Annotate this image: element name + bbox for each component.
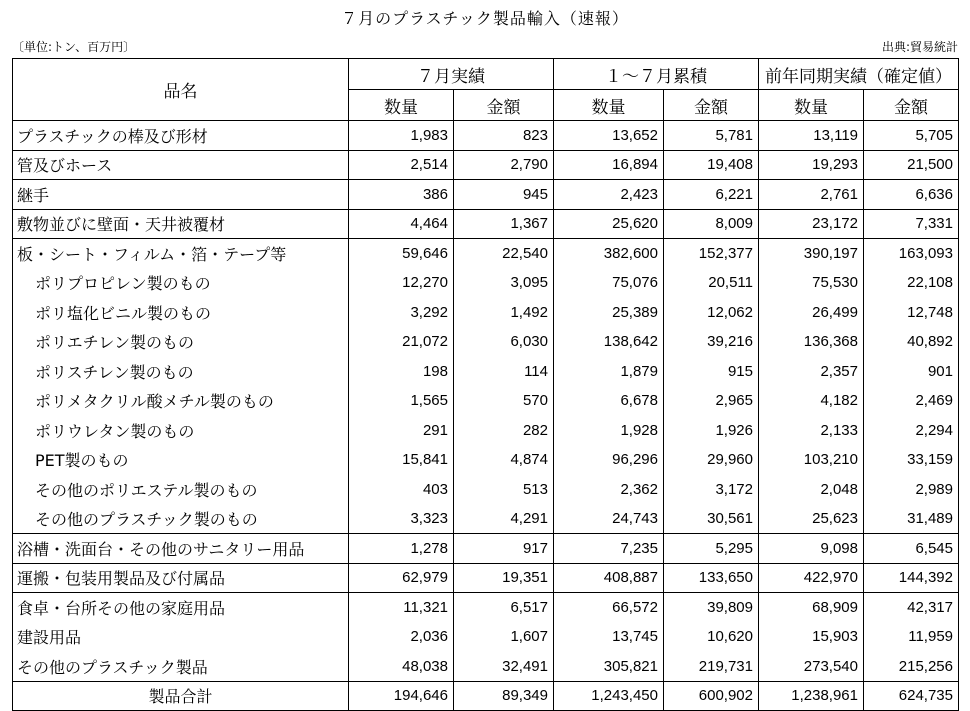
amount-cell: 12,062	[664, 298, 759, 328]
quantity-cell: 4,464	[349, 209, 454, 239]
amount-cell: 5,295	[664, 534, 759, 564]
quantity-cell: 9,098	[759, 534, 864, 564]
quantity-cell: 273,540	[759, 652, 864, 682]
table-row	[13, 504, 959, 534]
amount-cell: 1,492	[454, 298, 554, 328]
quantity-cell: 15,903	[759, 622, 864, 652]
table-body	[13, 121, 959, 711]
quantity-cell: 2,423	[554, 180, 664, 210]
amount-cell: 30,561	[664, 504, 759, 534]
quantity-cell: 291	[349, 416, 454, 446]
amount-cell: 21,500	[864, 150, 959, 180]
table-row	[13, 386, 959, 416]
quantity-cell: 16,894	[554, 150, 664, 180]
quantity-cell: 305,821	[554, 652, 664, 682]
quantity-cell: 96,296	[554, 445, 664, 475]
total-quantity-cell: 1,238,961	[759, 681, 864, 711]
amount-cell: 33,159	[864, 445, 959, 475]
quantity-cell: 13,652	[554, 121, 664, 151]
quantity-cell: 2,761	[759, 180, 864, 210]
quantity-cell: 68,909	[759, 593, 864, 623]
quantity-cell: 12,270	[349, 268, 454, 298]
quantity-cell: 2,514	[349, 150, 454, 180]
quantity-cell: 390,197	[759, 239, 864, 269]
quantity-cell: 136,368	[759, 327, 864, 357]
amount-cell: 42,317	[864, 593, 959, 623]
row-item-name: 板・シート・フィルム・箔・テープ等	[13, 239, 349, 269]
amount-cell: 513	[454, 475, 554, 505]
header-amount: 金額	[864, 90, 959, 121]
row-item-name: その他のプラスチック製品	[13, 652, 349, 682]
amount-cell: 7,331	[864, 209, 959, 239]
amount-cell: 219,731	[664, 652, 759, 682]
quantity-cell: 11,321	[349, 593, 454, 623]
quantity-cell: 382,600	[554, 239, 664, 269]
quantity-cell: 7,235	[554, 534, 664, 564]
amount-cell: 2,294	[864, 416, 959, 446]
quantity-cell: 15,841	[349, 445, 454, 475]
amount-cell: 10,620	[664, 622, 759, 652]
header-quantity: 数量	[554, 90, 664, 121]
table-row	[13, 268, 959, 298]
import-table	[12, 58, 959, 711]
amount-cell: 945	[454, 180, 554, 210]
row-item-name: ポリウレタン製のもの	[13, 416, 349, 446]
header-quantity: 数量	[349, 90, 454, 121]
row-item-name: ポリメタクリル酸メチル製のもの	[13, 386, 349, 416]
table-row	[13, 563, 959, 593]
amount-cell: 1,367	[454, 209, 554, 239]
amount-cell: 901	[864, 357, 959, 387]
quantity-cell: 19,293	[759, 150, 864, 180]
amount-cell: 114	[454, 357, 554, 387]
amount-cell: 31,489	[864, 504, 959, 534]
header-item: 品名	[13, 59, 349, 121]
quantity-cell: 3,292	[349, 298, 454, 328]
amount-cell: 6,545	[864, 534, 959, 564]
amount-cell: 19,351	[454, 563, 554, 593]
amount-cell: 3,172	[664, 475, 759, 505]
quantity-cell: 1,983	[349, 121, 454, 151]
table-row	[13, 180, 959, 210]
row-item-name: 管及びホース	[13, 150, 349, 180]
amount-cell: 917	[454, 534, 554, 564]
amount-cell: 5,705	[864, 121, 959, 151]
amount-cell: 1,926	[664, 416, 759, 446]
amount-cell: 2,989	[864, 475, 959, 505]
quantity-cell: 422,970	[759, 563, 864, 593]
row-item-name: 浴槽・洗面台・その他のサニタリー用品	[13, 534, 349, 564]
amount-cell: 4,291	[454, 504, 554, 534]
amount-cell: 133,650	[664, 563, 759, 593]
quantity-cell: 6,678	[554, 386, 664, 416]
row-item-name: ポリスチレン製のもの	[13, 357, 349, 387]
quantity-cell: 138,642	[554, 327, 664, 357]
amount-cell: 915	[664, 357, 759, 387]
table-row	[13, 652, 959, 682]
total-label: 製品合計	[13, 681, 349, 711]
quantity-cell: 25,620	[554, 209, 664, 239]
table-row	[13, 239, 959, 269]
amount-cell: 215,256	[864, 652, 959, 682]
quantity-cell: 2,362	[554, 475, 664, 505]
unit-note: 〔単位:トン、百万円〕	[12, 40, 136, 54]
total-amount-cell: 89,349	[454, 681, 554, 711]
row-item-name: 敷物並びに壁面・天井被覆材	[13, 209, 349, 239]
header-group-cumulative: １～７月累積	[554, 59, 759, 90]
quantity-cell: 13,745	[554, 622, 664, 652]
amount-cell: 2,469	[864, 386, 959, 416]
quantity-cell: 25,389	[554, 298, 664, 328]
amount-cell: 12,748	[864, 298, 959, 328]
amount-cell: 19,408	[664, 150, 759, 180]
table-row	[13, 357, 959, 387]
table-row	[13, 534, 959, 564]
quantity-cell: 26,499	[759, 298, 864, 328]
table-row	[13, 416, 959, 446]
row-item-name: ポリ塩化ビニル製のもの	[13, 298, 349, 328]
amount-cell: 1,607	[454, 622, 554, 652]
table-row	[13, 121, 959, 151]
amount-cell: 6,517	[454, 593, 554, 623]
amount-cell: 152,377	[664, 239, 759, 269]
row-item-name: PET製のもの	[13, 445, 349, 475]
row-item-name: ポリエチレン製のもの	[13, 327, 349, 357]
table-row	[13, 475, 959, 505]
header-group-prior-year: 前年同期実績（確定値）	[759, 59, 959, 90]
amount-cell: 8,009	[664, 209, 759, 239]
quantity-cell: 1,928	[554, 416, 664, 446]
header-quantity: 数量	[759, 90, 864, 121]
amount-cell: 22,108	[864, 268, 959, 298]
row-item-name: 継手	[13, 180, 349, 210]
row-item-name: プラスチックの棒及び形材	[13, 121, 349, 151]
amount-cell: 6,030	[454, 327, 554, 357]
row-item-name: その他のプラスチック製のもの	[13, 504, 349, 534]
quantity-cell: 2,133	[759, 416, 864, 446]
quantity-cell: 4,182	[759, 386, 864, 416]
amount-cell: 11,959	[864, 622, 959, 652]
total-amount-cell: 624,735	[864, 681, 959, 711]
quantity-cell: 48,038	[349, 652, 454, 682]
quantity-cell: 408,887	[554, 563, 664, 593]
amount-cell: 4,874	[454, 445, 554, 475]
table-row	[13, 593, 959, 623]
quantity-cell: 3,323	[349, 504, 454, 534]
quantity-cell: 198	[349, 357, 454, 387]
quantity-cell: 386	[349, 180, 454, 210]
table-row	[13, 622, 959, 652]
table-row	[13, 445, 959, 475]
quantity-cell: 2,048	[759, 475, 864, 505]
table-row	[13, 150, 959, 180]
header-group-july: ７月実績	[349, 59, 554, 90]
total-row	[13, 681, 959, 711]
row-item-name: その他のポリエステル製のもの	[13, 475, 349, 505]
amount-cell: 570	[454, 386, 554, 416]
row-item-name: 建設用品	[13, 622, 349, 652]
amount-cell: 144,392	[864, 563, 959, 593]
amount-cell: 29,960	[664, 445, 759, 475]
amount-cell: 32,491	[454, 652, 554, 682]
amount-cell: 40,892	[864, 327, 959, 357]
quantity-cell: 2,036	[349, 622, 454, 652]
amount-cell: 823	[454, 121, 554, 151]
page-title: ７月のプラスチック製品輸入（速報）	[341, 9, 629, 28]
amount-cell: 22,540	[454, 239, 554, 269]
quantity-cell: 75,530	[759, 268, 864, 298]
amount-cell: 3,095	[454, 268, 554, 298]
amount-cell: 6,221	[664, 180, 759, 210]
quantity-cell: 24,743	[554, 504, 664, 534]
quantity-cell: 403	[349, 475, 454, 505]
amount-cell: 282	[454, 416, 554, 446]
amount-cell: 2,790	[454, 150, 554, 180]
amount-cell: 2,965	[664, 386, 759, 416]
quantity-cell: 75,076	[554, 268, 664, 298]
amount-cell: 39,809	[664, 593, 759, 623]
table-row	[13, 298, 959, 328]
quantity-cell: 66,572	[554, 593, 664, 623]
table-row	[13, 327, 959, 357]
amount-cell: 39,216	[664, 327, 759, 357]
header-amount: 金額	[664, 90, 759, 121]
quantity-cell: 13,119	[759, 121, 864, 151]
amount-cell: 20,511	[664, 268, 759, 298]
quantity-cell: 25,623	[759, 504, 864, 534]
quantity-cell: 1,565	[349, 386, 454, 416]
quantity-cell: 1,278	[349, 534, 454, 564]
amount-cell: 5,781	[664, 121, 759, 151]
total-amount-cell: 600,902	[664, 681, 759, 711]
quantity-cell: 59,646	[349, 239, 454, 269]
quantity-cell: 23,172	[759, 209, 864, 239]
quantity-cell: 2,357	[759, 357, 864, 387]
row-item-name: 運搬・包装用製品及び付属品	[13, 563, 349, 593]
quantity-cell: 62,979	[349, 563, 454, 593]
quantity-cell: 1,879	[554, 357, 664, 387]
quantity-cell: 21,072	[349, 327, 454, 357]
amount-cell: 6,636	[864, 180, 959, 210]
total-quantity-cell: 194,646	[349, 681, 454, 711]
amount-cell: 163,093	[864, 239, 959, 269]
source-note: 出典:貿易統計	[881, 40, 958, 54]
row-item-name: 食卓・台所その他の家庭用品	[13, 593, 349, 623]
table-row	[13, 209, 959, 239]
total-quantity-cell: 1,243,450	[554, 681, 664, 711]
row-item-name: ポリプロピレン製のもの	[13, 268, 349, 298]
quantity-cell: 103,210	[759, 445, 864, 475]
header-amount: 金額	[454, 90, 554, 121]
